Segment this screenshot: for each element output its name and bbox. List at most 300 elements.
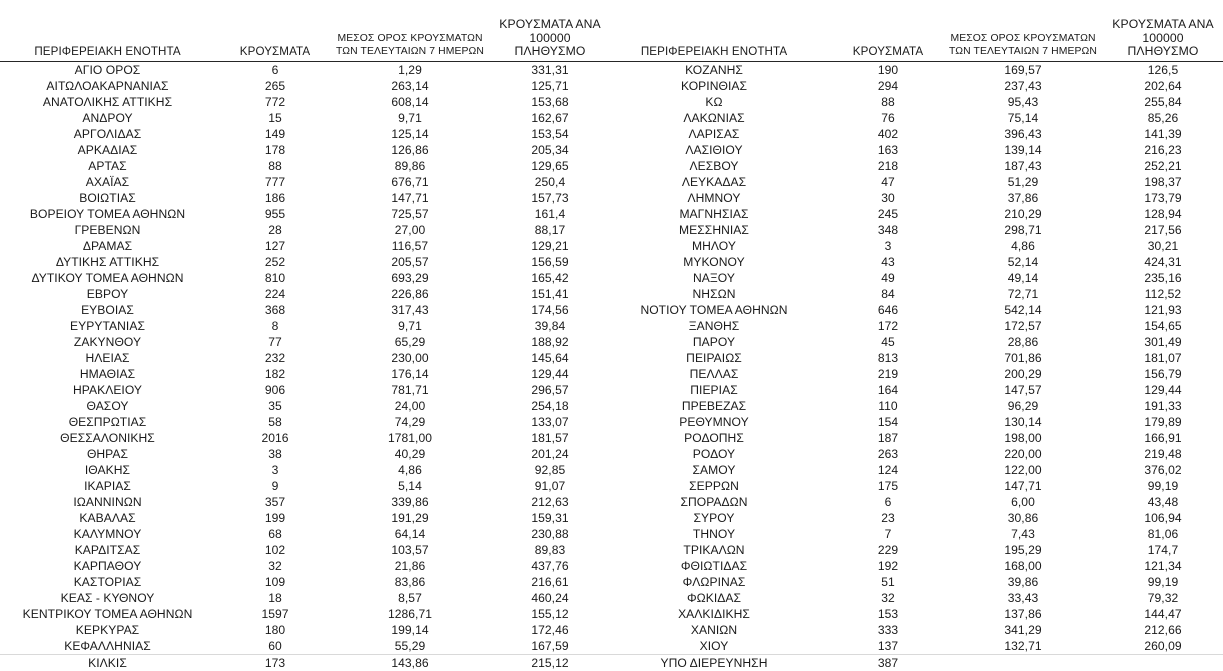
cell-cases-per-100000: 254,18 [531,398,569,413]
cell-cases: 15 [268,110,282,125]
cell-cases-per-100000: 376,02 [1144,462,1182,477]
table-row [600,286,1223,302]
cell-average-7-days: 1286,71 [387,606,433,621]
table-row [600,542,1223,558]
cell-cases: 2016 [261,430,289,445]
cell-region-name: ΝΑΞΟΥ [693,270,735,285]
cell-cases-per-100000: 79,32 [1147,590,1179,605]
column-header-per100k-right [1098,18,1223,61]
cell-average-7-days: 4,86 [398,462,422,477]
cell-cases-per-100000: 165,42 [531,270,569,285]
cell-region-name: ΧΑΝΙΩΝ [690,622,738,637]
table-row [0,126,615,142]
cell-cases-per-100000: 153,68 [531,94,569,109]
cell-region-name: ΤΗΝΟΥ [692,526,736,541]
regional-cases-table-right [600,18,1223,671]
cell-cases: 38 [268,446,282,461]
table-row [0,238,615,254]
cell-region-name: ΑΙΤΩΛΟΑΚΑΡΝΑΝΙΑΣ [46,78,169,93]
cell-average-7-days: 1,29 [398,62,422,77]
cell-cases-per-100000: 145,64 [531,350,569,365]
cell-cases-per-100000: 216,61 [531,574,569,589]
cell-region-name: ΗΜΑΘΙΑΣ [79,366,136,381]
cell-average-7-days: 30,86 [1007,510,1039,525]
cell-average-7-days: 37,86 [1007,190,1039,205]
cell-average-7-days: 75,14 [1007,110,1039,125]
cell-cases-per-100000: 81,06 [1147,526,1179,541]
cell-average-7-days: 126,86 [391,142,429,157]
cell-region-name: ΗΛΕΙΑΣ [85,350,130,365]
cell-cases: 47 [881,174,895,189]
table-row [0,398,615,414]
cell-cases-per-100000: 161,4 [534,206,566,221]
cell-cases: 357 [264,494,286,509]
table-row [0,590,615,606]
cell-region-name: ΑΝΑΤΟΛΙΚΗΣ ΑΤΤΙΚΗΣ [42,94,173,109]
table-row [0,270,615,286]
cell-cases-per-100000: 156,79 [1144,366,1182,381]
cell-average-7-days: 4,86 [1011,238,1035,253]
cell-region-name: ΡΟΔΟΥ [692,446,736,461]
cell-average-7-days: 200,29 [1004,366,1042,381]
cell-cases: 68 [268,526,282,541]
cell-average-7-days: 168,00 [1004,558,1042,573]
cell-cases-per-100000: 217,56 [1144,222,1182,237]
cell-cases: 35 [268,398,282,413]
cell-average-7-days: 95,43 [1007,94,1039,109]
column-header-region-left [0,18,215,61]
cell-cases: 218 [877,158,899,173]
cell-cases: 402 [877,126,899,141]
cell-cases-per-100000: 99,19 [1147,574,1179,589]
table-row [600,126,1223,142]
column-header-per100k-line1-right: ΚΡΟΥΣΜΑΤΑ ΑΝΑ 100000 [1112,17,1214,45]
cell-region-name: ΚΙΛΚΙΣ [0,654,215,671]
cell-cases: 646 [877,302,899,317]
cell-cases-per-100000: 154,65 [1144,318,1182,333]
cell-cases-per-100000 [1098,654,1223,671]
table-row [0,61,615,78]
cell-region-name: ΣΕΡΡΩΝ [689,478,739,493]
table-row [0,542,615,558]
cell-average-7-days: 8,57 [398,590,422,605]
table-row [0,350,615,366]
cell-average-7-days: 1781,00 [387,430,433,445]
table-row [0,606,615,622]
cell-cases: 110 [878,398,898,413]
table-row [0,382,615,398]
cell-cases-per-100000: 212,63 [531,494,569,509]
cell-cases-per-100000: 235,16 [1144,270,1182,285]
cell-region-name: ΥΠΟ ΔΙΕΡΕΥΝΗΣΗ [600,654,828,671]
cell-average-7-days: 40,29 [394,446,426,461]
cell-region-name: ΚΕΦΑΛΛΗΝΙΑΣ [64,638,151,653]
cell-average-7-days: 130,14 [1004,414,1042,429]
cell-region-name: ΑΡΓΟΛΙΔΑΣ [73,126,142,141]
cell-cases: 1597 [261,606,289,621]
table-row [0,206,615,222]
table-row [600,142,1223,158]
cell-average-7-days: 230,00 [391,350,429,365]
table-row [0,462,615,478]
table-row [0,158,615,174]
cell-cases: 173 [215,654,335,671]
cell-cases: 137 [877,638,899,653]
table-row [0,222,615,238]
cell-cases: 8 [271,318,279,333]
cell-average-7-days: 237,43 [1004,78,1042,93]
cell-cases: 178 [264,142,286,157]
cell-average-7-days: 21,86 [394,558,426,573]
cell-average-7-days: 39,86 [1007,574,1039,589]
cell-cases: 810 [264,270,286,285]
cell-cases: 32 [268,558,282,573]
cell-average-7-days: 9,71 [398,318,422,333]
cell-cases-per-100000: 331,31 [531,62,569,77]
table-row [0,494,615,510]
top-spacer-right [600,0,1223,18]
table-row [0,286,615,302]
table-row [0,430,615,446]
table-row [600,430,1223,446]
cell-average-7-days: 191,29 [391,510,429,525]
cell-average-7-days: 147,71 [1004,478,1042,493]
column-header-average7-line2-right: ΤΩΝ ΤΕΛΕΥΤΑΙΩΝ 7 ΗΜΕΡΩΝ [948,46,1098,57]
cell-cases: 955 [264,206,286,221]
cell-cases: 186 [264,190,286,205]
cell-cases: 7 [884,526,892,541]
cell-average-7-days: 725,57 [391,206,429,221]
cell-region-name: ΞΑΝΘΗΣ [688,318,740,333]
cell-cases-per-100000: 172,46 [531,622,569,637]
cell-cases-per-100000: 157,73 [531,190,569,205]
cell-cases: 32 [881,590,895,605]
cell-cases: 180 [264,622,286,637]
cell-average-7-days: 195,29 [1004,542,1042,557]
cell-cases: 263 [877,446,899,461]
cell-average-7-days: 28,86 [1007,334,1039,349]
cell-cases-per-100000: 43,48 [1147,494,1179,509]
cell-region-name: ΚΑΒΑΛΑΣ [79,510,136,525]
cell-average-7-days: 701,86 [1004,350,1042,365]
cell-average-7-days: 52,14 [1007,254,1039,269]
cell-region-name: ΖΑΚΥΝΘΟΥ [73,334,142,349]
cell-region-name: ΔΥΤΙΚΟΥ ΤΟΜΕΑ ΑΘΗΝΩΝ [31,270,184,285]
table-row [0,78,615,94]
cell-region-name: ΛΑΡΙΣΑΣ [688,126,740,141]
cell-cases-per-100000: 151,41 [531,286,569,301]
table-row [600,622,1223,638]
cell-average-7-days: 199,14 [391,622,429,637]
cell-cases: 127 [264,238,286,253]
cell-cases: 3 [271,462,279,477]
cell-region-name: ΓΡΕΒΕΝΩΝ [74,222,141,237]
cell-region-name: ΜΕΣΣΗΝΙΑΣ [679,222,749,237]
cell-cases-per-100000: 91,07 [534,478,566,493]
table-row [600,638,1223,655]
table-row [0,334,615,350]
cell-average-7-days: 608,14 [391,94,429,109]
cell-average-7-days: 205,57 [391,254,429,269]
cell-cases-per-100000: 129,21 [531,238,569,253]
cell-average-7-days: 122,00 [1004,462,1042,477]
cell-cases-per-100000: 89,83 [534,542,566,557]
cell-cases: 175 [877,478,899,493]
cell-average-7-days: 172,57 [1004,318,1042,333]
cell-average-7-days: 72,71 [1007,286,1039,301]
cell-region-name: ΙΚΑΡΙΑΣ [84,478,131,493]
table-row [0,638,615,655]
column-header-average7-line1-left: ΜΕΣΟΣ ΟΡΟΣ ΚΡΟΥΣΜΑΤΩΝ [337,32,483,44]
cell-cases-per-100000: 133,07 [531,414,569,429]
cell-cases: 88 [268,158,282,173]
table-body-left [0,61,615,671]
cell-region-name: ΛΕΥΚΑΔΑΣ [681,174,747,189]
table-header-left [0,18,615,61]
table-row [0,302,615,318]
cell-average-7-days [948,654,1098,671]
cell-region-name: ΕΥΡΥΤΑΝΙΑΣ [70,318,145,333]
table-row [0,558,615,574]
cell-region-name: ΚΑΡΠΑΘΟΥ [73,558,142,573]
cell-cases: 51 [881,574,895,589]
cell-average-7-days: 65,29 [394,334,426,349]
table-row [0,446,615,462]
table-row [600,366,1223,382]
cell-region-name: ΚΕΡΚΥΡΑΣ [75,622,140,637]
cell-average-7-days: 341,29 [1004,622,1042,637]
cell-region-name: ΙΘΑΚΗΣ [84,462,131,477]
cell-cases-per-100000: 250,4 [534,174,566,189]
cell-region-name: ΧΙΟΥ [699,638,729,653]
cell-cases: 84 [881,286,895,301]
cell-cases: 224 [264,286,286,301]
table-row [600,558,1223,574]
cell-average-7-days: 263,14 [391,78,429,93]
cell-average-7-days: 64,14 [394,526,426,541]
cell-cases-per-100000: 129,65 [531,158,569,173]
cell-cases: 163 [877,142,899,157]
cell-cases: 124 [877,462,899,477]
column-header-cases-line1-right: ΚΡΟΥΣΜΑΤΑ [852,45,924,58]
cell-cases-per-100000: 153,54 [531,126,569,141]
cell-region-name: ΣΠΟΡΑΔΩΝ [680,494,748,509]
cell-region-name: ΜΥΚΟΝΟΥ [683,254,745,269]
cell-cases-per-100000: 159,31 [531,510,569,525]
table-row [600,254,1223,270]
cell-cases-per-100000: 260,09 [1144,638,1182,653]
cell-region-name: ΚΩ [705,94,723,109]
cell-average-7-days: 5,14 [398,478,422,493]
cell-average-7-days: 116,57 [391,238,429,253]
cell-cases-per-100000: 230,88 [531,526,569,541]
cell-region-name: ΑΓΙΟ ΟΡΟΣ [74,62,141,77]
cell-cases-per-100000: 125,71 [531,78,569,93]
cell-region-name: ΣΥΡΟΥ [693,510,735,525]
cell-cases-per-100000: 296,57 [531,382,569,397]
cell-cases-per-100000: 181,57 [531,430,569,445]
cell-cases-per-100000: 181,07 [1144,350,1182,365]
table-row [600,350,1223,366]
table-row [0,526,615,542]
cell-average-7-days: 139,14 [1004,142,1042,157]
cell-cases: 18 [268,590,282,605]
cell-cases-per-100000: 99,19 [1147,478,1179,493]
cell-region-name: ΣΑΜΟΥ [692,462,736,477]
cell-average-7-days: 317,43 [391,302,429,317]
table-row [0,654,615,671]
cell-cases-per-100000: 129,44 [1144,382,1182,397]
table-row [600,158,1223,174]
cell-average-7-days: 83,86 [394,574,426,589]
cell-cases-per-100000: 191,33 [1144,398,1182,413]
cell-region-name: ΙΩΑΝΝΙΝΩΝ [73,494,142,509]
cell-cases: 149 [264,126,286,141]
column-header-cases-right [828,18,948,61]
cell-cases-per-100000: 202,64 [1144,78,1182,93]
table-row [600,270,1223,286]
column-header-region-line1-right: ΠΕΡΙΦΕΡΕΙΑΚΗ ΕΝΟΤΗΤΑ [640,45,788,58]
table-row [0,254,615,270]
cell-cases-per-100000: 201,24 [531,446,569,461]
cell-region-name: ΠΕΛΛΑΣ [689,366,739,381]
column-header-average7-line2-left: ΤΩΝ ΤΕΛΕΥΤΑΙΩΝ 7 ΗΜΕΡΩΝ [335,46,485,57]
table-row [600,190,1223,206]
cell-cases-per-100000: 179,89 [1144,414,1182,429]
cell-cases-per-100000: 85,26 [1147,110,1179,125]
cell-cases: 294 [877,78,899,93]
cell-cases: 219 [877,366,899,381]
cell-cases: 813 [877,350,899,365]
cell-average-7-days: 74,29 [394,414,426,429]
cell-region-name: ΚΑΣΤΟΡΙΑΣ [73,574,142,589]
table-row [600,174,1223,190]
cell-region-name: ΘΕΣΠΡΩΤΙΑΣ [68,414,147,429]
cell-region-name: ΘΗΡΑΣ [86,446,129,461]
cell-average-7-days: 96,29 [1007,398,1039,413]
cell-cases-per-100000: 219,48 [1144,446,1182,461]
cell-average-7-days: 198,00 [1004,430,1042,445]
cell-region-name: ΠΑΡΟΥ [692,334,736,349]
cell-cases-per-100000: 156,59 [531,254,569,269]
table-row [0,174,615,190]
cell-average-7-days: 542,14 [1004,302,1042,317]
cell-cases-per-100000: 39,84 [534,318,566,333]
cell-average-7-days: 187,43 [1004,158,1042,173]
cell-region-name: ΦΘΙΩΤΙΔΑΣ [680,558,748,573]
table-row [600,462,1223,478]
cell-region-name: ΛΑΚΩΝΙΑΣ [683,110,745,125]
table-row [600,110,1223,126]
cell-average-7-days: 103,57 [391,542,429,557]
cell-region-name: ΜΗΛΟΥ [692,238,736,253]
cell-average-7-days: 298,71 [1004,222,1042,237]
column-header-per100k-line1-left: ΚΡΟΥΣΜΑΤΑ ΑΝΑ 100000 [499,17,601,45]
cell-cases-per-100000: 301,49 [1144,334,1182,349]
cell-cases-per-100000: 188,92 [531,334,569,349]
table-row [600,494,1223,510]
table-row [0,142,615,158]
cell-cases: 232 [264,350,286,365]
cell-region-name: ΒΟΙΩΤΙΑΣ [79,190,136,205]
cell-cases-per-100000: 121,34 [1144,558,1182,573]
cell-region-name: ΚΕΑΣ - ΚΥΘΝΟΥ [60,590,155,605]
cell-cases-per-100000: 255,84 [1144,94,1182,109]
cell-region-name: ΕΒΡΟΥ [86,286,129,301]
cell-average-7-days: 6,00 [1011,494,1035,509]
cell-cases-per-100000: 215,12 [485,654,615,671]
column-header-per100k-line2-right: ΠΛΗΘΥΣΜΟ [1127,44,1199,58]
cell-region-name: ΛΑΣΙΘΙΟΥ [685,142,743,157]
cell-cases: 153 [877,606,899,621]
cell-cases: 76 [881,110,895,125]
cell-region-name: ΦΛΩΡΙΝΑΣ [682,574,746,589]
column-header-cases-line1-left: ΚΡΟΥΣΜΑΤΑ [239,45,311,58]
top-spacer-left [0,0,600,18]
cell-cases: 172 [877,318,899,333]
header-row-left [0,18,615,61]
cell-average-7-days: 220,00 [1004,446,1042,461]
cell-cases-per-100000: 174,7 [1147,542,1179,557]
table-row [600,238,1223,254]
cell-average-7-days: 125,14 [391,126,429,141]
table-row [600,526,1223,542]
cell-cases-per-100000: 30,21 [1147,238,1179,253]
column-header-cases-left [215,18,335,61]
cell-average-7-days: 49,14 [1007,270,1039,285]
cell-region-name: ΕΥΒΟΙΑΣ [81,302,134,317]
cell-cases-per-100000: 174,56 [531,302,569,317]
cell-region-name: ΠΕΙΡΑΙΩΣ [686,350,742,365]
cell-cases: 387 [828,654,948,671]
cell-average-7-days: 89,86 [394,158,426,173]
cell-region-name: ΡΟΔΟΠΗΣ [684,430,744,445]
cell-region-name: ΠΡΕΒΕΖΑΣ [681,398,747,413]
table-body-right [600,61,1223,671]
cell-region-name: ΚΟΖΑΝΗΣ [685,62,743,77]
cell-average-7-days: 396,43 [1004,126,1042,141]
cell-region-name: ΒΟΡΕΙΟΥ ΤΟΜΕΑ ΑΘΗΝΩΝ [29,206,186,221]
table-row [600,590,1223,606]
cell-region-name: ΚΑΛΥΜΝΟΥ [73,526,142,541]
column-header-average7-left [335,18,485,61]
cell-cases: 45 [881,334,895,349]
cell-cases-per-100000: 252,21 [1144,158,1182,173]
table-row [600,94,1223,110]
cell-cases: 772 [264,94,286,109]
cell-region-name: ΛΕΣΒΟΥ [689,158,739,173]
cell-region-name: ΡΕΘΥΜΝΟΥ [679,414,749,429]
cell-region-name: ΛΗΜΝΟΥ [687,190,741,205]
cell-average-7-days: 27,00 [394,222,426,237]
table-row [600,382,1223,398]
cell-average-7-days: 210,29 [1004,206,1042,221]
cell-cases-per-100000: 167,59 [531,638,569,653]
table-row [600,574,1223,590]
cell-cases-per-100000: 205,34 [531,142,569,157]
cell-cases: 28 [268,222,282,237]
cell-cases: 906 [264,382,286,397]
cell-cases: 229 [877,542,899,557]
cell-region-name: ΚΕΝΤΡΙΚΟΥ ΤΟΜΕΑ ΑΘΗΝΩΝ [22,606,193,621]
cell-region-name: ΚΑΡΔΙΤΣΑΣ [74,542,141,557]
table-row [600,78,1223,94]
cell-region-name: ΑΧΑΪΑΣ [85,174,130,189]
column-header-per100k-left [485,18,615,61]
cell-cases: 77 [268,334,282,349]
cell-average-7-days: 55,29 [394,638,426,653]
cell-cases: 187 [877,430,899,445]
